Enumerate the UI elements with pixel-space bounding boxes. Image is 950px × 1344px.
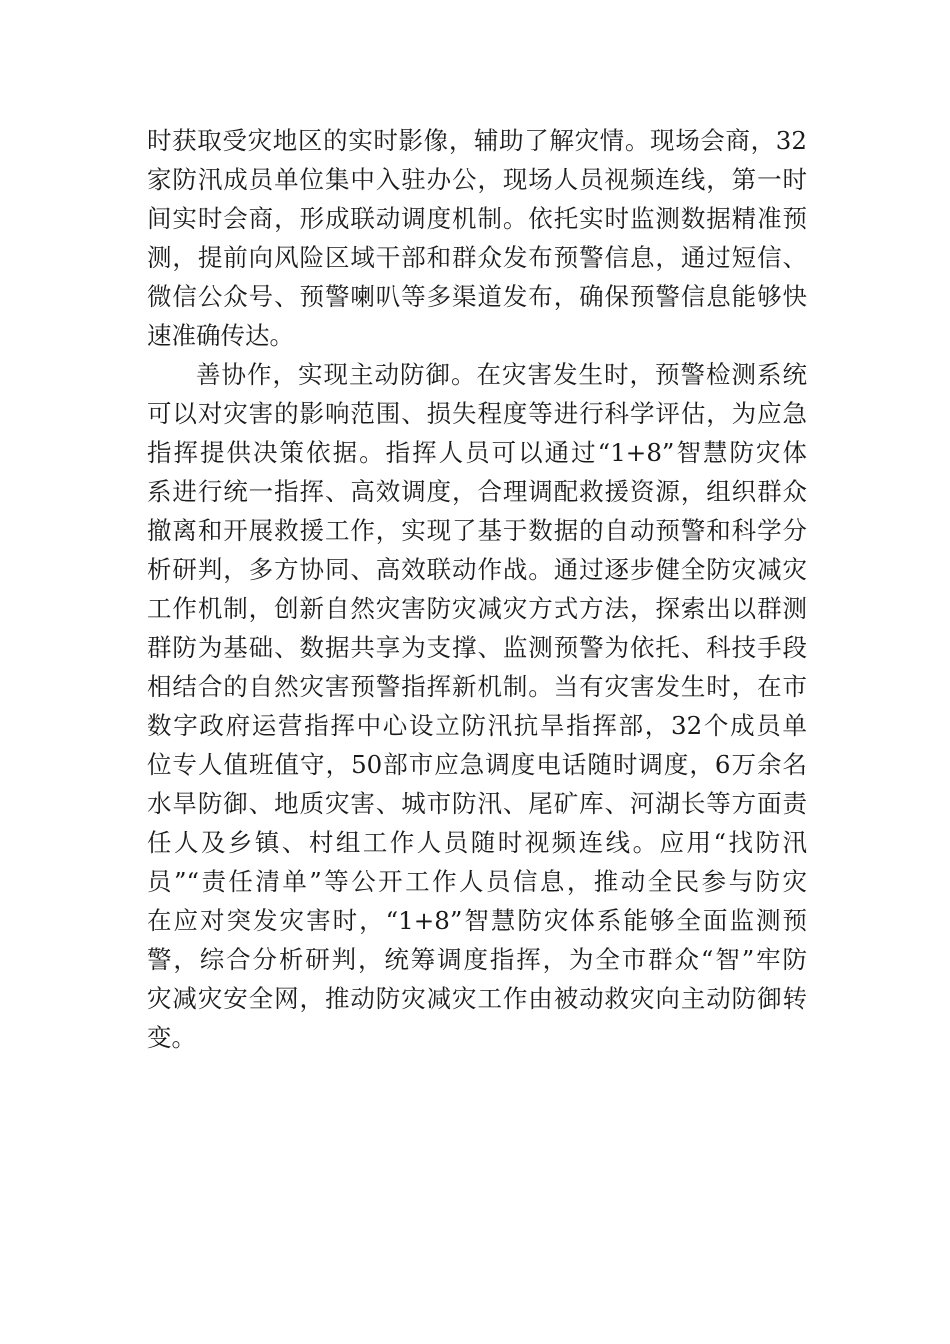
text-line: 位专人值班值守，50部市应急调度电话随时调度，6万余名 — [147, 750, 807, 779]
text-line: 析研判，多方协同、高效联动作战。通过逐步健全防灾减灾 — [147, 555, 807, 584]
text-line: 工作机制，创新自然灾害防灾减灾方式方法，探索出以群测 — [147, 594, 807, 623]
text-line: 水旱防御、地质灾害、城市防汛、尾矿库、河湖长等方面责 — [147, 789, 807, 818]
text-line: 时获取受灾地区的实时影像，辅助了解灾情。现场会商，32 — [147, 126, 807, 155]
text-line: 指挥提供决策依据。指挥人员可以通过“1+8”智慧防灾体 — [147, 438, 807, 467]
text-line: 速准确传达。 — [147, 321, 294, 350]
text-line: 数字政府运营指挥中心设立防汛抗旱指挥部，32个成员单 — [147, 711, 807, 740]
body-text — [147, 121, 807, 1057]
text-line: 任人及乡镇、村组工作人员随时视频连线。应用“找防汛 — [147, 828, 807, 857]
text-line: 员”“责任清单”等公开工作人员信息，推动全民参与防灾 — [147, 867, 807, 896]
text-line: 灾减灾安全网，推动防灾减灾工作由被动救灾向主动防御转 — [147, 984, 807, 1013]
text-line: 变。 — [147, 1023, 196, 1052]
text-line: 微信公众号、预警喇叭等多渠道发布，确保预警信息能够快 — [147, 282, 807, 311]
text-line: 间实时会商，形成联动调度机制。依托实时监测数据精准预 — [147, 204, 807, 233]
text-line: 在应对突发灾害时，“1+8”智慧防灾体系能够全面监测预 — [147, 906, 807, 935]
text-line: 警，综合分析研判，统筹调度指挥，为全市群众“智”牢防 — [147, 945, 807, 974]
text-line: 可以对灾害的影响范围、损失程度等进行科学评估，为应急 — [147, 399, 807, 428]
text-line: 家防汛成员单位集中入驻办公，现场人员视频连线，第一时 — [147, 165, 807, 194]
paragraph-2 — [147, 355, 807, 1057]
text-line: 撤离和开展救援工作，实现了基于数据的自动预警和科学分 — [147, 516, 807, 545]
text-line: 善协作，实现主动防御。在灾害发生时，预警检测系统 — [196, 360, 807, 389]
text-line: 群防为基础、数据共享为支撑、监测预警为依托、科技手段 — [147, 633, 807, 662]
text-line: 系进行统一指挥、高效调度，合理调配救援资源，组织群众 — [147, 477, 807, 506]
paragraph-1 — [147, 121, 807, 355]
text-line: 测，提前向风险区域干部和群众发布预警信息，通过短信、 — [147, 243, 807, 272]
text-line: 相结合的自然灾害预警指挥新机制。当有灾害发生时，在市 — [147, 672, 807, 701]
